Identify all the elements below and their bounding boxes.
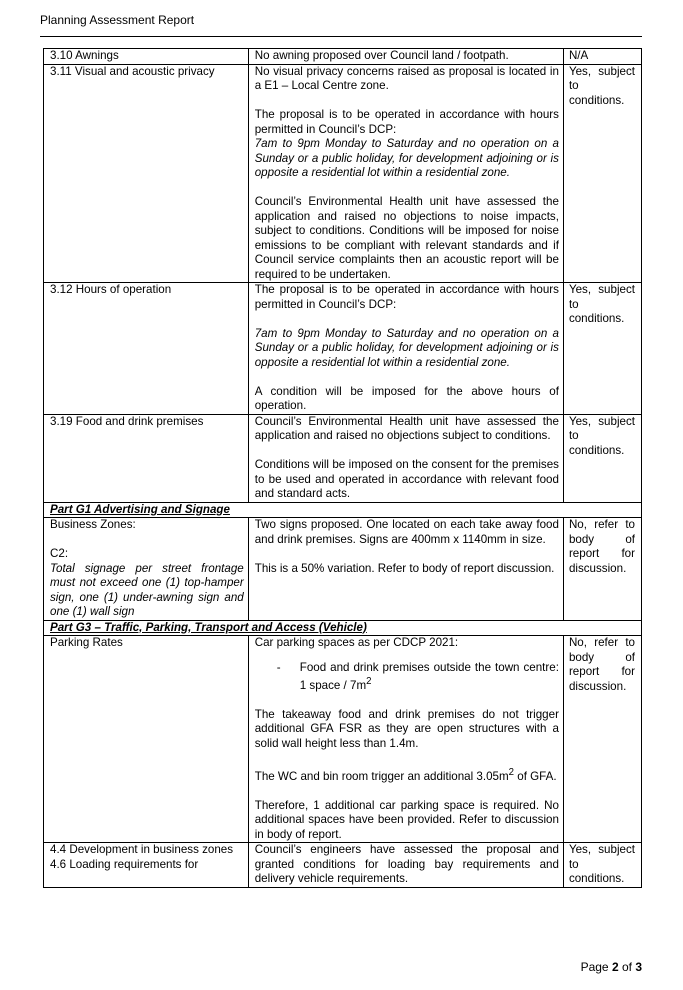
control-cell: 3.11 Visual and acoustic privacy — [44, 64, 249, 283]
compliance-cell: Yes, subject to conditions. — [563, 64, 641, 283]
control-cell: 3.19 Food and drink premises — [44, 414, 249, 502]
comment-cell: Council’s Environmental Health unit have assessed the application and raised no objections subject to conditions. Conditions will be imposed on the consent for the premises to be used and operated in accordance with relevant food and standard acts. — [248, 414, 563, 502]
comment-cell: No awning proposed over Council land / footpath. — [248, 49, 563, 65]
control-cell: 3.12 Hours of operation — [44, 283, 249, 415]
control-cell: 4.4 Development in business zones 4.6 Loading requirements for — [44, 843, 249, 888]
parking-rate-list — [255, 661, 559, 694]
assessment-table — [43, 48, 642, 888]
table-row — [44, 64, 642, 283]
table-row — [44, 283, 642, 415]
control-cell: Parking Rates — [44, 636, 249, 843]
page-header-title: Planning Assessment Report — [40, 13, 195, 27]
table-row — [44, 518, 642, 621]
table-row — [44, 414, 642, 502]
compliance-cell: Yes, subject to conditions. — [563, 843, 641, 888]
section-heading-g3: Part G3 – Traffic, Parking, Transport and Access (Vehicle) — [44, 620, 642, 636]
comment-cell: Car parking spaces as per CDCP 2021: - Food and drink premises outside the town centre: 1 space / $7m^2$ The takeaway food and drink premises do not trigger additional GFA FSR as they are open structures with a solid wall height less than 1.4m. The WC and bin room trigger an additional $3.05m^2$ of GFA. Therefore, 1 additional car parking space is required. No additional spaces have been provided. Refer to discussion in body of report. — [248, 636, 563, 843]
list-item: - Food and drink premises outside the town centre: 1 space / $7m^2$ — [276, 660, 559, 692]
section-heading-g1: Part G1 Advertising and Signage — [44, 502, 642, 518]
compliance-cell: N/A — [563, 49, 641, 65]
comment-cell: The proposal is to be operated in accordance with hours permitted in Council’s DCP: 7am to 9pm Monday to Saturday and no operation on a Sunday or a public holiday, for development adjoining or is opposite a residential lot within a residential zone. A condition will be imposed for the above hours of operation. — [248, 283, 563, 415]
table-row — [44, 843, 642, 888]
table-row — [44, 636, 642, 843]
compliance-cell: Yes, subject to conditions. — [563, 414, 641, 502]
compliance-cell: No, refer to body of report for discussion. — [563, 518, 641, 621]
comment-cell: No visual privacy concerns raised as proposal is located in a E1 – Local Centre zone. The proposal is to be operated in accordance with hours permitted in Council’s DCP: 7am to 9pm Monday to Saturday and no operation on a Sunday or a public holiday, for development adjoining or is opposite a residential lot within a residential zone. Council’s Environmental Health unit have assessed the application and raised no objections to noise impacts, subject to conditions. Conditions will be imposed for noise emissions to be compliant with relevant standards and if Council service complaints then an acoustic report will be required to be undertaken. — [248, 64, 563, 283]
page-number: Page 2 of 3 — [580, 960, 642, 974]
header-divider — [40, 36, 642, 37]
control-cell: 3.10 Awnings — [44, 49, 249, 65]
control-cell: Business Zones: C2: Total signage per street frontage must not exceed one (1) top-hamper sign, one (1) under-awning sign and one (1) wall sign — [44, 518, 249, 621]
compliance-cell: Yes, subject to conditions. — [563, 283, 641, 415]
section-heading-row — [44, 502, 642, 518]
comment-cell: Two signs proposed. One located on each take away food and drink premises. Signs are 400mm x 1140mm in size. This is a 50% variation. Refer to body of report discussion. — [248, 518, 563, 621]
table-row — [44, 49, 642, 65]
compliance-cell: No, refer to body of report for discussion. — [563, 636, 641, 843]
comment-cell: Council’s engineers have assessed the proposal and granted conditions for loading bay requirements and delivery vehicle requirements. — [248, 843, 563, 888]
section-heading-row — [44, 620, 642, 636]
